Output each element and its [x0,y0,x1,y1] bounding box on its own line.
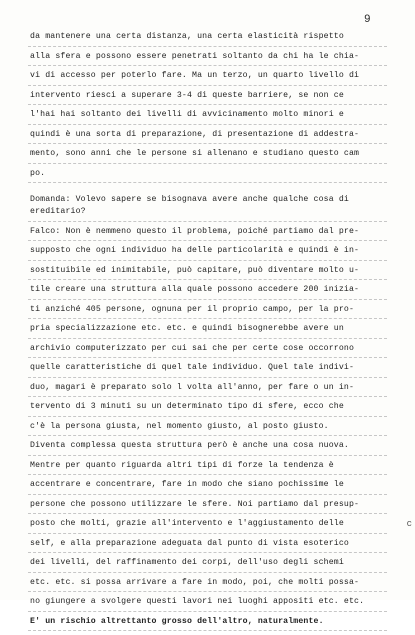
text-line-content: alla sfera e possono essere penetrati soltanto da chi ha le chia- [30,52,359,61]
ruled-line [28,182,387,183]
text-line-content: supposto che ogni individuo ha delle particolarità e quindi è in- [30,246,359,255]
ruled-line [28,260,387,261]
text-line-content: accentrare e concentrare, fare in modo che siano pochissime le [30,480,344,489]
text-line-content: self, e alla preparazione adeguata dal punto di vista esoterico [30,539,349,548]
text-line [0,382,415,402]
text-line [0,168,415,188]
ruled-line [28,396,387,397]
text-line-content: po. [30,169,45,178]
ruled-line [28,377,387,378]
ruled-line [28,124,387,125]
ruled-line [28,299,387,300]
text-line [0,557,415,577]
ruled-line [28,221,387,222]
text-line [0,284,415,304]
text-line [0,226,415,246]
text-line-content: etc. etc. si possa arrivare a fare in modo, poi, che molti possa- [30,578,359,587]
text-line-content: quindi è una sorta di preparazione, di presentazione di addestra- [30,130,359,139]
text-line [0,70,415,90]
text-line [0,460,415,480]
ruled-line [28,65,387,66]
text-line [0,479,415,499]
ruled-line [28,357,387,358]
text-line [0,51,415,71]
text-line-content: mento, sono anni che le persone si allenano e studiano questo cam [30,149,359,158]
ruled-line [28,591,387,592]
typed-text-body [0,31,415,635]
ruled-line [28,533,387,534]
text-line [0,362,415,382]
ruled-line [28,474,387,475]
text-line [0,499,415,519]
ruled-line [28,416,387,417]
text-line-content: ti anziché 405 persone, ognuna per il proprio campo, per la pro- [30,305,354,314]
ruled-line [28,630,387,631]
text-line-content: archivio computerizzato per cui sai che per certe cose occorrono [30,344,354,353]
text-line-content: E' un rischio altrettanto grosso dell'altro, naturalmente. [30,617,324,626]
text-line [0,401,415,421]
text-line-content: pria specializzazione etc. etc. e quindi bisognerebbe avere un [30,324,344,333]
ruled-line [28,163,387,164]
answer-line: Falco: Non è nemmeno questo il problema, poiché partiamo dal pre- [30,227,359,236]
text-line [0,577,415,597]
text-line [0,129,415,149]
text-line [0,90,415,110]
ruled-line [28,318,387,319]
ruled-line [28,572,387,573]
margin-mark: c [407,519,412,529]
text-line [0,518,415,538]
text-line [0,148,415,168]
text-line [0,323,415,343]
ruled-line [28,104,387,105]
text-line [0,596,415,616]
question-line: ereditario? [30,207,86,216]
text-line-content: l'hai hai soltanto dei livelli di avvicinamento molto minori e [30,110,344,119]
text-line-content: dei livelli, del raffinamento dei corpi, dell'uso degli schemi [30,558,344,567]
text-line-content: posto che molti, grazie all'intervento e l'aggiustamento delle [30,519,344,528]
text-line [0,440,415,460]
text-line [0,245,415,265]
text-line [0,616,415,635]
text-line-content: Mentre per quanto riguarda altri tipi di forze la tendenza è [30,461,334,470]
text-line-content: duo, magari è preparato solo l volta all'anno, per fare o un in- [30,383,354,392]
ruled-line [28,143,387,144]
page-number: 9 [364,14,371,26]
ruled-line [28,455,387,456]
text-line-content: Diventa complessa questa struttura però è anche una cosa nuova. [30,441,349,450]
text-line-content: sostituibile ed inimitabile, può capitare, può diventare molto u- [30,266,359,275]
ruled-line [28,494,387,495]
text-line [0,194,415,206]
text-line-content: no giungere a svolgere questi lavori nei luoghi appositi etc. etc. [30,597,364,606]
text-line-content: c'è la persona giusta, nel momento giusto, al posto giusto. [30,422,329,431]
text-line [0,31,415,51]
text-line [0,304,415,324]
text-line [0,206,415,226]
ruled-line [28,513,387,514]
text-line [0,343,415,363]
text-line [0,538,415,558]
ruled-line [28,552,387,553]
ruled-line [28,279,387,280]
text-line-content: tile creare una struttura alla quale possono accedere 200 inizia- [30,285,359,294]
text-line [0,265,415,285]
ruled-line [28,240,387,241]
text-line-content: persone che possono utilizzare le sfere. Noi partiamo dal presup- [30,500,359,509]
text-line-content: tervento di 3 minuti su un determinato tipo di sfere, ecco che [30,402,344,411]
text-line [0,109,415,129]
text-line-content: vi di accesso per poterlo fare. Ma un terzo, un quarto livello di [30,71,359,80]
text-line-content: intervento riesci a superare 3-4 di queste barriere, se non ce [30,91,344,100]
text-line [0,421,415,441]
ruled-line [28,435,387,436]
ruled-line [28,46,387,47]
text-line-content: da mantenere una certa distanza, una certa elasticità rispetto [30,32,344,41]
ruled-line [28,611,387,612]
text-line-content: quelle caratteristiche di quel tale individuo. Quel tale indivi- [30,363,354,372]
question-line: Domanda: Volevo sapere se bisognava avere anche qualche cosa di [30,195,349,204]
ruled-line [28,338,387,339]
ruled-line [28,85,387,86]
